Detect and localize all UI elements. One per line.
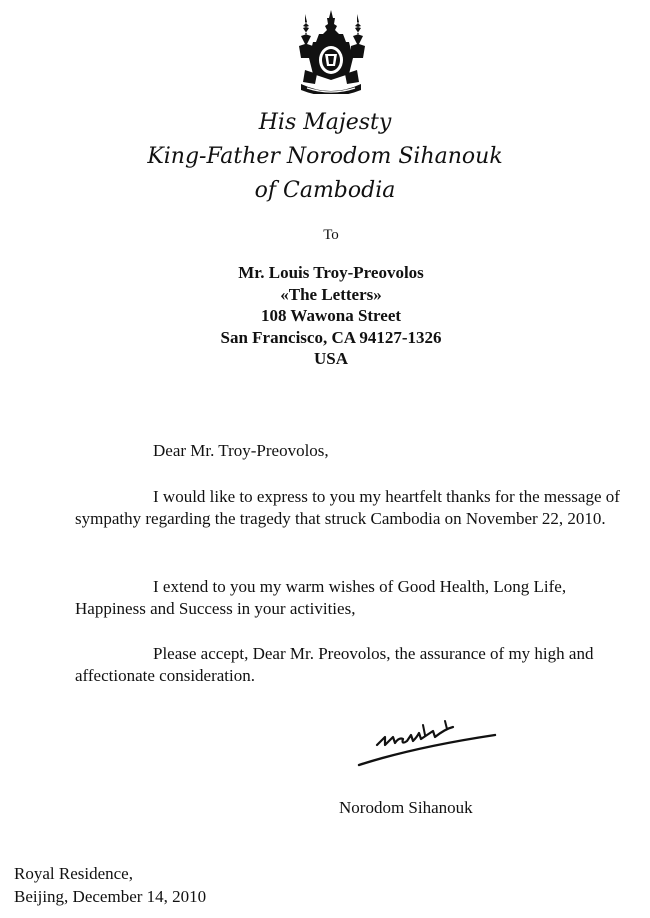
recipient-city: San Francisco, CA 94127-1326 bbox=[220, 327, 442, 347]
salutation: Dear Mr. Troy-Preovolos, bbox=[153, 441, 329, 460]
handwritten-signature-icon bbox=[355, 715, 500, 775]
recipient-organization: «The Letters» bbox=[280, 284, 382, 304]
letterhead-title: His Majesty bbox=[258, 110, 392, 135]
recipient-address bbox=[0, 262, 650, 370]
signer-name: Norodom Sihanouk bbox=[339, 798, 473, 817]
recipient-street: 108 Wawona Street bbox=[260, 306, 402, 325]
place-date: Beijing, December 14, 2010 bbox=[14, 887, 207, 906]
royal-crest-icon bbox=[291, 8, 371, 94]
place-and-date bbox=[14, 862, 206, 908]
letterhead bbox=[0, 106, 650, 208]
recipient-country: USA bbox=[313, 349, 348, 368]
place-residence: Royal Residence, bbox=[14, 864, 133, 883]
paragraph-thanks: I would like to express to you my heartfelt thanks for the message of sympathy regarding the tragedy that struck Cambodia on November 22, 2010. bbox=[75, 487, 620, 528]
paragraph-closing: Please accept, Dear Mr. Preovolos, the assurance of my high and affectionate consideration. bbox=[75, 644, 594, 685]
to-label: To bbox=[323, 227, 339, 243]
paragraph-wishes: I extend to you my warm wishes of Good Health, Long Life, Happiness and Success in your activities, bbox=[75, 577, 567, 618]
recipient-name: Mr. Louis Troy-Preovolos bbox=[238, 263, 424, 282]
letterhead-country: of Cambodia bbox=[254, 178, 396, 203]
letterhead-name: King-Father Norodom Sihanouk bbox=[147, 144, 503, 169]
